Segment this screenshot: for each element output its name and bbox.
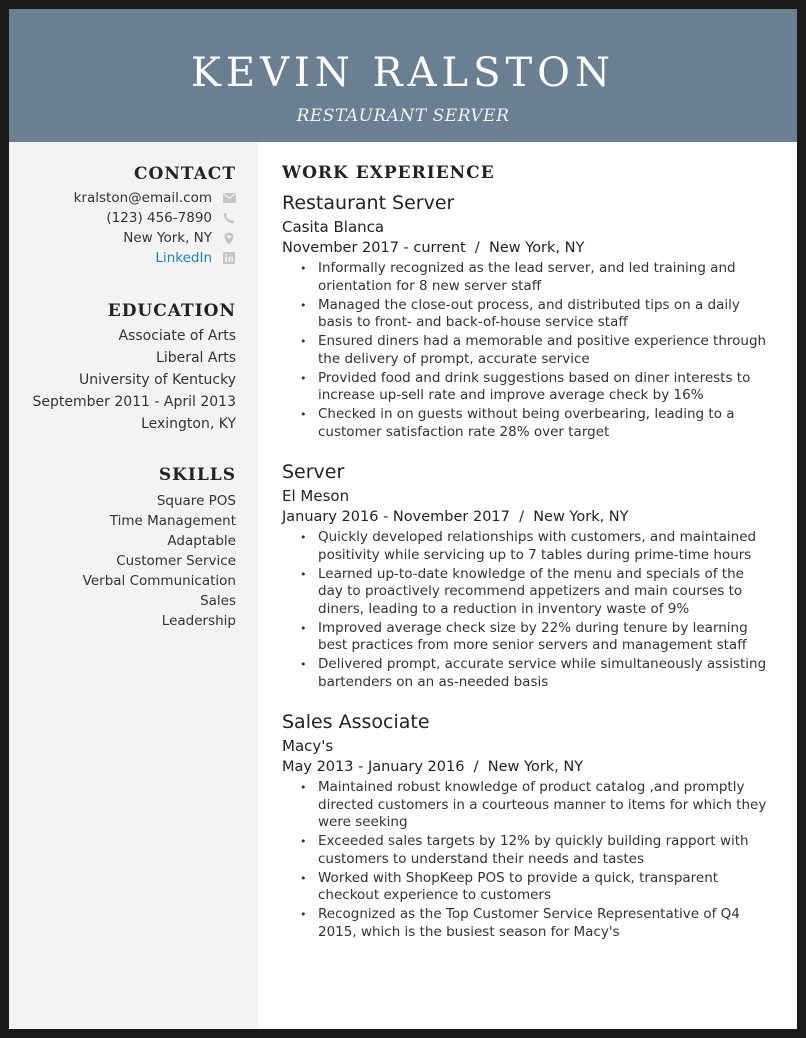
work-experience-heading: WORK EXPERIENCE [282, 163, 495, 183]
skills-section [83, 463, 236, 631]
list-item: • Quickly developed relationships with customers, and maintained positivity while servicing up to 7 tables during prime-time hours [298, 529, 772, 564]
skills-heading: SKILLS [158, 465, 236, 485]
job-bullets [298, 779, 772, 941]
list-item: • Recognized as the Top Customer Service Representative of Q4 2015, which is the busiest season for Macy's [298, 906, 772, 941]
list-item: • Ensured diners had a memorable and positive experience through the delivery of prompt, accurate service [298, 333, 772, 368]
job-bullets [298, 260, 772, 441]
job-title: Server [282, 461, 345, 483]
skill-item: Time Management [109, 513, 236, 529]
map-pin-icon [222, 231, 236, 245]
envelope-icon [222, 191, 236, 205]
list-item: • Worked with ShopKeep POS to provide a quick, transparent checkout experience to customers [298, 870, 772, 905]
candidate-name: KEVIN RALSTON [191, 50, 615, 96]
skill-item: Verbal Communication [82, 573, 236, 589]
job-bullets [298, 529, 772, 691]
candidate-title: RESTAURANT SERVER [296, 106, 510, 126]
contact-email[interactable] [74, 188, 236, 208]
contact-phone[interactable] [74, 208, 236, 228]
linkedin-link[interactable]: LinkedIn [155, 250, 212, 266]
contact-section [74, 162, 236, 268]
contact-location [74, 228, 236, 248]
list-item: • Maintained robust knowledge of product catalog ,and promptly directed customers in a courteous manner to items for which they were seeking [298, 779, 772, 832]
job-dates-location: January 2016 - November 2017 / New York, NY [282, 509, 629, 525]
education-dates: September 2011 - April 2013 [32, 394, 236, 410]
skill-item: Adaptable [167, 533, 236, 549]
education-section [33, 299, 237, 435]
job-company: El Meson [282, 487, 350, 505]
list-item: • Checked in on guests without being overbearing, leading to a customer satisfaction rate 28% over target [298, 406, 772, 441]
phone-text: (123) 456-7890 [106, 210, 212, 226]
email-text: kralston@email.com [73, 190, 212, 206]
job-company: Macy's [282, 737, 334, 755]
list-item: • Managed the close-out process, and distributed tips on a daily basis to front- and back-of-house service staff [298, 297, 772, 332]
list-item: • Informally recognized as the lead server, and led training and orientation for 8 new server staff [298, 260, 772, 295]
education-heading: EDUCATION [107, 301, 236, 321]
location-text: New York, NY [123, 230, 212, 246]
skill-item: Customer Service [116, 553, 236, 569]
phone-icon [222, 211, 236, 225]
skill-item: Leadership [161, 613, 236, 629]
job-title: Sales Associate [282, 711, 430, 733]
list-item: • Improved average check size by 22% during tenure by learning best practices from more senior servers and management staff [298, 620, 772, 655]
list-item: • Learned up-to-date knowledge of the menu and specials of the day to proactively recommend appetizers and main courses to diners, leading to a reduction in inventory waste of 9% [298, 566, 772, 619]
education-degree: Associate of Arts [118, 328, 236, 344]
work-experience-section [282, 160, 772, 943]
job-company: Casita Blanca [282, 218, 385, 236]
skill-item: Sales [200, 593, 236, 609]
resume-header [9, 9, 797, 142]
job-title: Restaurant Server [282, 192, 455, 214]
sidebar [9, 142, 258, 1029]
list-item: • Provided food and drink suggestions based on diner interests to increase up-sell rate and improve average check by 16% [298, 370, 772, 405]
contact-linkedin[interactable] [74, 248, 236, 268]
linkedin-icon [222, 251, 236, 265]
education-location: Lexington, KY [141, 416, 236, 432]
list-item: • Delivered prompt, accurate service while simultaneously assisting bartenders on an as-needed basis [298, 656, 772, 691]
job-dates-location: November 2017 - current / New York, NY [282, 240, 585, 256]
job-entry [282, 459, 772, 691]
contact-heading: CONTACT [134, 164, 236, 184]
job-entry [282, 709, 772, 941]
job-entry [282, 190, 772, 441]
education-major: Liberal Arts [156, 350, 236, 366]
list-item: • Exceeded sales targets by 12% by quickly building rapport with customers to understand their needs and tastes [298, 833, 772, 868]
skill-item: Square POS [156, 493, 236, 509]
education-school: University of Kentucky [79, 372, 236, 388]
job-dates-location: May 2013 - January 2016 / New York, NY [282, 759, 584, 775]
